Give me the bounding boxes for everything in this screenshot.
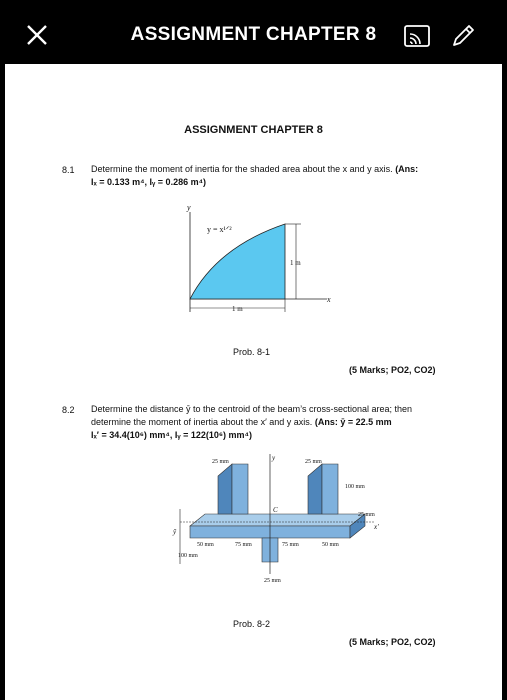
width-label: 1 m (232, 305, 243, 313)
answer-text: Iₓ = 0.133 m⁴, Iᵧ = 0.286 m⁴) (91, 177, 207, 187)
dim-label: 75 mm (235, 542, 252, 548)
left-web-side (218, 464, 232, 514)
question-body: Determine the moment of inertia for the shaded area about the x and y axis. (91, 164, 393, 174)
right-web-front (322, 464, 338, 514)
dim-label: 50 mm (197, 542, 214, 548)
pencil-icon[interactable] (450, 23, 476, 49)
figure-caption: Prob. 8-2 (233, 619, 271, 629)
document-page[interactable] (5, 64, 502, 700)
height-label: 1 m (290, 259, 301, 267)
document-title: ASSIGNMENT CHAPTER 8 (184, 124, 323, 136)
dim-label: 25 mm (212, 459, 229, 465)
ybar-label: ȳ (173, 528, 177, 536)
figure-8-1 (177, 202, 337, 327)
y-label: y (187, 203, 191, 212)
top-bar (0, 8, 507, 64)
curve-label: y = x¹ᐟ² (207, 225, 232, 234)
dim-label: 100 mm (345, 484, 365, 490)
x-label: x′ (374, 523, 379, 531)
question-body-line1: Determine the distance ȳ to the centroid of the beam’s cross-sectional area; then (91, 404, 413, 414)
answer-prefix: (Ans: (395, 164, 419, 174)
dim-label: 75 mm (282, 542, 299, 548)
figure-caption: Prob. 8-1 (233, 347, 271, 357)
dim-label: 50 mm (322, 542, 339, 548)
status-bar (0, 0, 507, 8)
question-text (91, 163, 461, 189)
figure-8-2 (170, 454, 385, 599)
flange-top (190, 514, 365, 526)
app-title: ASSIGNMENT CHAPTER 8 (130, 24, 377, 45)
marks-label: (5 Marks; PO2, CO2) (349, 637, 436, 647)
marks-label: (5 Marks; PO2, CO2) (349, 365, 436, 375)
question-number: 8.2 (62, 405, 75, 415)
right-web-side (308, 464, 322, 514)
dim-label: 25 mm (264, 578, 281, 584)
left-web-front (232, 464, 248, 514)
x-label: x (327, 295, 331, 304)
answer-text-line3: Iₓ′ = 34.4(10⁶) mm⁴, Iᵧ = 122(10⁶) mm⁴) (91, 430, 252, 440)
centroid-label: C (273, 506, 278, 514)
dim-label: 25 mm (305, 459, 322, 465)
question-body-line2: determine the moment of inertia about the x′ and y axis. (91, 417, 313, 427)
answer-text-line2: (Ans: ȳ = 22.5 mm (314, 417, 392, 427)
cast-icon[interactable] (404, 25, 430, 47)
dim-label: 100 mm (178, 553, 198, 559)
question-text (91, 403, 471, 442)
y-label: y (272, 454, 276, 462)
question-number: 8.1 (62, 165, 75, 175)
dim-label: 25 mm (358, 512, 375, 518)
shaded-area (190, 224, 285, 299)
